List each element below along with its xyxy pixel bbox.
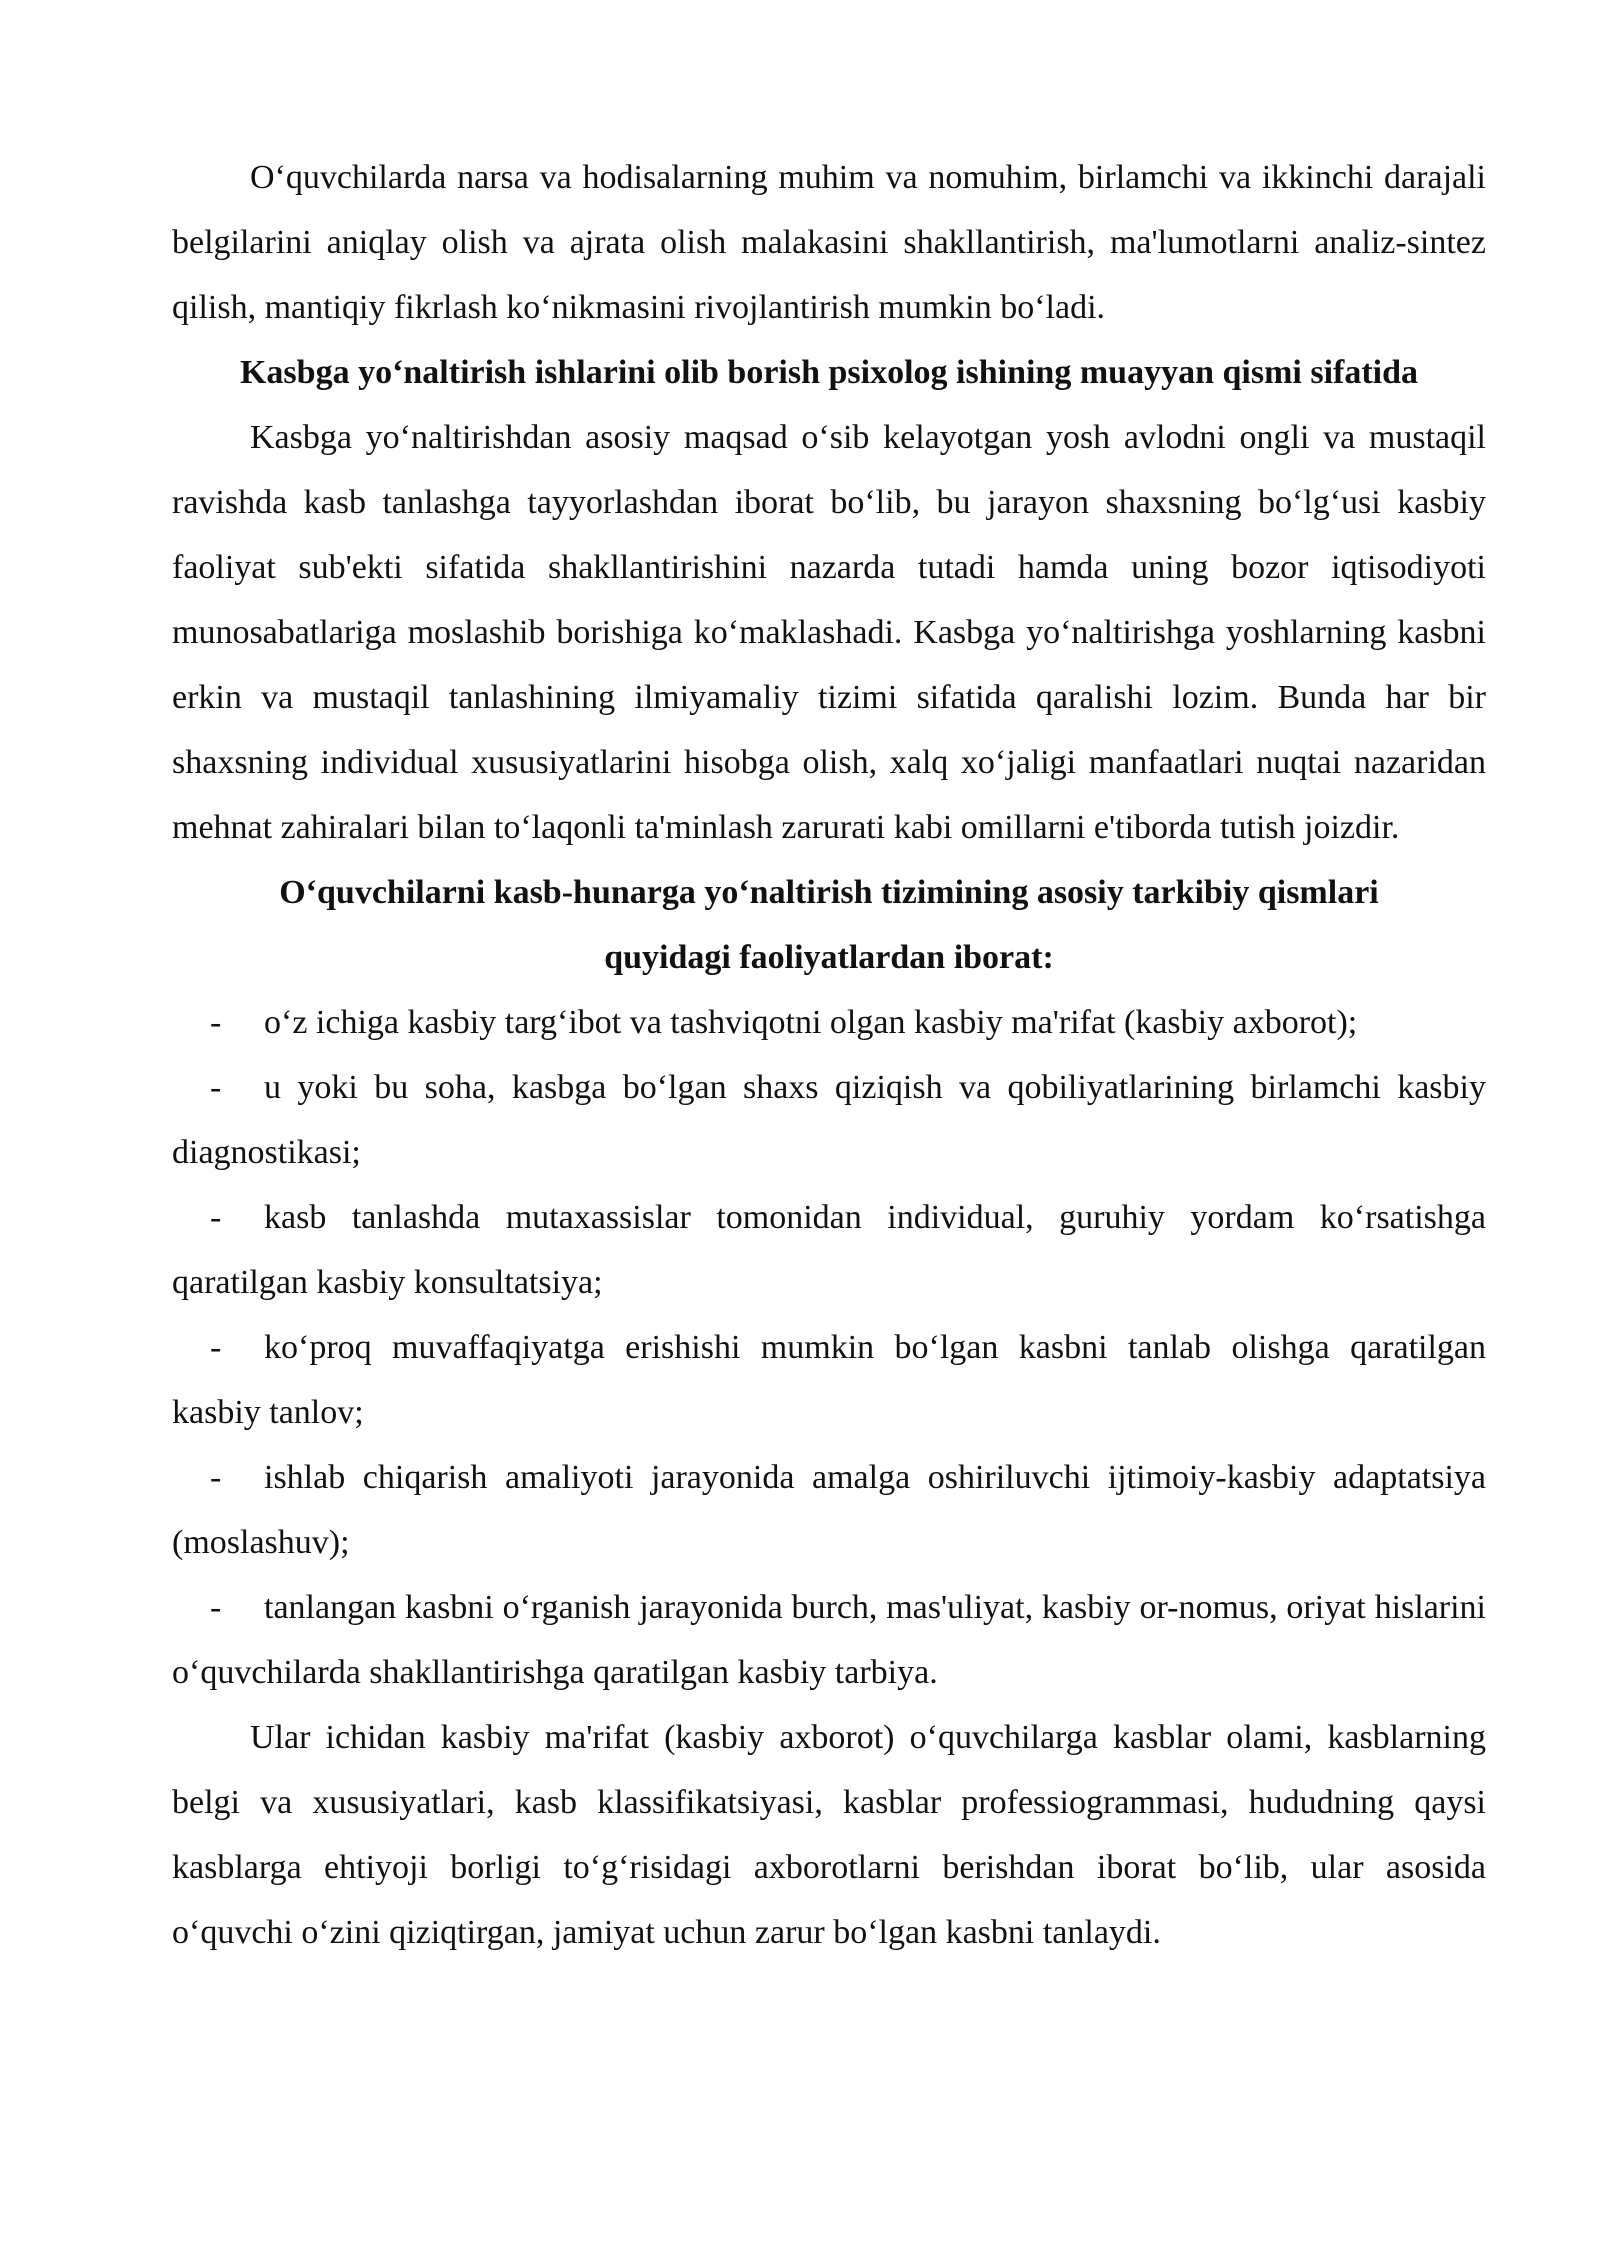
intro-paragraph: O‘quvchilarda narsa va hodisalarning muhim va nomuhim, birlamchi va ikkinchi darajali belgilarini aniqlay olish va ajrata olish malakasini shakllantirish, ma'lumotlarni analiz-sintez qilish, mantiqiy fikrlash ko‘nikmasini rivojlantirish mumkin bo‘ladi.: [172, 159, 1486, 326]
list-item-text: tanlangan kasbni o‘rganish jarayonida burch, mas'uliyat, kasbiy or-nomus, oriyat hislarini o‘quvchilarda shakllantirishga qaratilgan kasbiy tarbiya.: [172, 1589, 1486, 1691]
list-item-text: kasb tanlashda mutaxassislar tomonidan individual, guruhiy yordam ko‘rsatishga qaratilgan kasbiy konsultatsiya;: [172, 1199, 1486, 1301]
dash-marker: -: [210, 1589, 222, 1626]
list-item: [172, 990, 1486, 1055]
list-item: [172, 1445, 1486, 1575]
list-item: [172, 1055, 1486, 1185]
dash-marker: -: [210, 1199, 222, 1236]
section-heading-1: Kasbga yo‘naltirish ishlarini olib borish psixolog ishining muayyan qismi sifatida: [239, 354, 1419, 391]
list-item-text: ishlab chiqarish amaliyoti jarayonida amalga oshiriluvchi ijtimoiy-kasbiy adaptatsiya (moslashuv);: [172, 1459, 1486, 1561]
section-heading-2: O‘quvchilarni kasb-hunarga yo‘naltirish tizimining asosiy tarkibiy qismlari quyidagi faoliyatlardan iborat:: [279, 874, 1379, 976]
body-paragraph-3: Ular ichidan kasbiy ma'rifat (kasbiy axborot) o‘quvchilarga kasblar olami, kasblarning belgi va xususiyatlari, kasb klassifikatsiyasi, kasblar professiogrammasi, hududning qaysi kasblarga ehtiyoji borligi to‘g‘risidagi axborotlarni berishdan iborat bo‘lib, ular asosida o‘quvchi o‘zini qiziqtirgan, jamiyat uchun zarur bo‘lgan kasbni tanlaydi.: [172, 1719, 1486, 1951]
list-item-text: u yoki bu soha, kasbga bo‘lgan shaxs qiziqish va qobiliyatlarining birlamchi kasbiy diagnostikasi;: [172, 1069, 1486, 1171]
dash-marker: -: [210, 1004, 222, 1041]
list-item-text: o‘z ichiga kasbiy targ‘ibot va tashviqotni olgan kasbiy ma'rifat (kasbiy axborot);: [264, 1004, 1358, 1041]
bullet-list: [172, 990, 1486, 1705]
body-paragraph-2: Kasbga yo‘naltirishdan asosiy maqsad o‘sib kelayotgan yosh avlodni ongli va mustaqil ravishda kasb tanlashga tayyorlashdan iborat bo‘lib, bu jarayon shaxsning bo‘lg‘usi kasbiy faoliyat sub'ekti sifatida shakllantirishini nazarda tutadi hamda uning bozor iqtisodiyoti munosabatlariga moslashib borishiga ko‘maklashadi. Kasbga yo‘naltirishga yoshlarning kasbni erkin va mustaqil tanlashining ilmiyamaliy tizimi sifatida qaralishi lozim. Bunda har bir shaxsning individual xususiyatlarini hisobga olish, xalq xo‘jaligi manfaatlari nuqtai nazaridan mehnat zahiralari bilan to‘laqonli ta'minlash zarurati kabi omillarni e'tiborda tutish joizdir.: [172, 419, 1486, 846]
dash-marker: -: [210, 1459, 222, 1496]
list-item: [172, 1315, 1486, 1445]
dash-marker: -: [210, 1069, 222, 1106]
list-item-text: ko‘proq muvaffaqiyatga erishishi mumkin bo‘lgan kasbni tanlab olishga qaratilgan kasbiy tanlov;: [172, 1329, 1486, 1431]
list-item: [172, 1575, 1486, 1705]
dash-marker: -: [210, 1329, 222, 1366]
list-item: [172, 1185, 1486, 1315]
document-page: [172, 145, 1486, 1965]
